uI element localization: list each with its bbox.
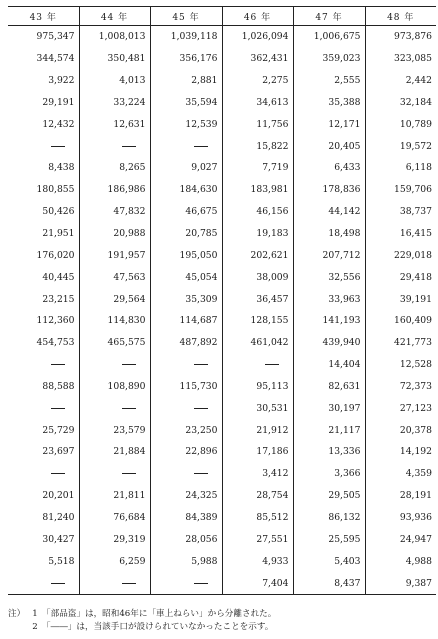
table-cell: 34,613	[222, 92, 293, 114]
table-row	[8, 92, 436, 114]
table-cell: 112,360	[36, 315, 75, 327]
table-cell: 25,729	[42, 424, 75, 436]
table-row	[8, 528, 436, 550]
table-cell: 176,020	[36, 249, 75, 261]
table-row	[8, 310, 436, 332]
table-cell	[150, 135, 222, 157]
not-applicable-dash	[194, 583, 208, 584]
table-cell	[8, 463, 79, 485]
table-cell: 39,191	[365, 288, 436, 310]
table-cell: 184,630	[150, 179, 222, 201]
table-cell: 33,963	[293, 288, 365, 310]
column-header: 47 年	[293, 7, 365, 26]
table-cell: 114,830	[79, 310, 150, 332]
table-cell: 17,186	[222, 441, 293, 463]
table-cell: 1,006,675	[293, 26, 365, 48]
not-applicable-dash	[122, 408, 136, 409]
column-header: 48 年	[365, 7, 436, 26]
table-cell: 207,712	[293, 244, 365, 266]
table-cell: 35,594	[150, 92, 222, 114]
table-cell: 23,697	[42, 446, 75, 458]
table-cell: 28,754	[222, 485, 293, 507]
table-body	[8, 26, 436, 595]
not-applicable-dash	[122, 146, 136, 147]
table-cell: 50,426	[42, 206, 75, 218]
table-cell: 128,155	[222, 310, 293, 332]
not-applicable-dash	[51, 408, 65, 409]
table-cell: 38,009	[222, 266, 293, 288]
table-cell: 12,631	[79, 113, 150, 135]
table-cell	[79, 135, 150, 157]
table-cell: 9,027	[150, 157, 222, 179]
table-cell	[79, 572, 150, 594]
table-cell: 20,378	[365, 419, 436, 441]
table-cell: 439,940	[293, 332, 365, 354]
table-row	[8, 26, 436, 48]
table-row	[8, 463, 436, 485]
table-cell: 14,404	[293, 354, 365, 376]
table-cell: 160,409	[365, 310, 436, 332]
table-row	[8, 70, 436, 92]
table-cell: 23,250	[150, 419, 222, 441]
table-cell: 85,512	[222, 507, 293, 529]
table-cell: 6,118	[365, 157, 436, 179]
table-cell: 7,719	[222, 157, 293, 179]
table-cell	[79, 463, 150, 485]
not-applicable-dash	[265, 364, 279, 365]
table-cell: 40,445	[42, 271, 75, 283]
table-cell	[8, 397, 79, 419]
table-cell: 183,981	[222, 179, 293, 201]
table-cell: 24,947	[365, 528, 436, 550]
table-cell: 76,684	[79, 507, 150, 529]
table-cell: 5,518	[48, 555, 75, 567]
table-cell: 30,197	[293, 397, 365, 419]
table-cell	[79, 354, 150, 376]
table-cell: 2,275	[222, 70, 293, 92]
not-applicable-dash	[51, 146, 65, 147]
table-cell: 229,018	[365, 244, 436, 266]
table-cell: 22,896	[150, 441, 222, 463]
table-cell: 1,026,094	[222, 26, 293, 48]
table-cell: 350,481	[79, 48, 150, 70]
table-cell: 29,191	[42, 96, 75, 108]
table-row	[8, 485, 436, 507]
table-cell	[150, 397, 222, 419]
table-cell: 47,563	[79, 266, 150, 288]
table-cell: 4,359	[365, 463, 436, 485]
table-row	[8, 332, 436, 354]
table-row	[8, 288, 436, 310]
not-applicable-dash	[194, 364, 208, 365]
table-cell: 81,240	[42, 511, 75, 523]
table-cell: 27,123	[365, 397, 436, 419]
table-cell: 2,881	[150, 70, 222, 92]
table-cell: 108,890	[79, 376, 150, 398]
table-cell: 20,988	[79, 223, 150, 245]
table-cell: 44,142	[293, 201, 365, 223]
table-cell: 19,183	[222, 223, 293, 245]
column-header: 45 年	[150, 7, 222, 26]
table-cell: 20,405	[293, 135, 365, 157]
table-cell: 11,756	[222, 113, 293, 135]
table-cell: 30,531	[222, 397, 293, 419]
table-row	[8, 157, 436, 179]
table-cell: 356,176	[150, 48, 222, 70]
column-header: 43 年	[8, 7, 79, 26]
table-cell	[222, 354, 293, 376]
table-cell: 21,951	[42, 228, 75, 240]
table-cell: 72,373	[365, 376, 436, 398]
table-cell	[8, 354, 79, 376]
table-cell: 4,988	[365, 550, 436, 572]
table-cell: 29,505	[293, 485, 365, 507]
table-cell: 5,988	[150, 550, 222, 572]
table-cell: 1,008,013	[79, 26, 150, 48]
table-cell: 178,836	[293, 179, 365, 201]
table-cell: 23,215	[42, 293, 75, 305]
table-cell: 2,555	[293, 70, 365, 92]
not-applicable-dash	[194, 408, 208, 409]
table-cell: 8,438	[48, 162, 75, 174]
table-cell: 180,855	[36, 184, 75, 196]
table-cell: 18,498	[293, 223, 365, 245]
not-applicable-dash	[194, 473, 208, 474]
table-cell: 46,675	[150, 201, 222, 223]
table-cell: 7,404	[222, 572, 293, 594]
table-cell: 82,631	[293, 376, 365, 398]
not-applicable-dash	[51, 364, 65, 365]
table-cell	[150, 572, 222, 594]
table-cell: 454,753	[36, 337, 75, 349]
table-cell: 4,933	[222, 550, 293, 572]
table-row	[8, 266, 436, 288]
table-cell: 3,366	[293, 463, 365, 485]
table-cell: 461,042	[222, 332, 293, 354]
table-cell: 15,822	[222, 135, 293, 157]
table-cell: 33,224	[79, 92, 150, 114]
table-cell: 323,085	[365, 48, 436, 70]
table-cell: 36,457	[222, 288, 293, 310]
table-cell: 4,013	[79, 70, 150, 92]
table-cell: 487,892	[150, 332, 222, 354]
table-row	[8, 179, 436, 201]
table-cell: 47,832	[79, 201, 150, 223]
table-cell: 35,388	[293, 92, 365, 114]
table-cell: 24,325	[150, 485, 222, 507]
table-cell	[150, 354, 222, 376]
table-cell: 191,957	[79, 244, 150, 266]
table-cell: 8,265	[79, 157, 150, 179]
table-cell: 975,347	[36, 31, 75, 43]
table-cell: 19,572	[365, 135, 436, 157]
table-cell: 28,191	[365, 485, 436, 507]
footnote-text: 「――」は，当該手口が設けられていなかったことを示す。	[42, 622, 274, 632]
table-cell: 1,039,118	[150, 26, 222, 48]
table-cell: 20,785	[150, 223, 222, 245]
footnote-text: 「部品盗」は，昭和46年に「車上ねらい」から分離された。	[42, 609, 277, 619]
table-cell: 3,412	[222, 463, 293, 485]
table-cell: 23,579	[79, 419, 150, 441]
footnote-1	[8, 608, 436, 621]
table-cell: 32,184	[365, 92, 436, 114]
table-cell: 45,054	[150, 266, 222, 288]
table-cell: 46,156	[222, 201, 293, 223]
table-cell: 27,551	[222, 528, 293, 550]
table-cell: 21,884	[79, 441, 150, 463]
table-cell: 6,259	[79, 550, 150, 572]
not-applicable-dash	[51, 583, 65, 584]
table-cell: 8,437	[293, 572, 365, 594]
table-cell: 115,730	[150, 376, 222, 398]
footnotes	[8, 608, 436, 634]
table-cell: 195,050	[150, 244, 222, 266]
header-row	[8, 7, 436, 26]
not-applicable-dash	[122, 473, 136, 474]
table-cell: 6,433	[293, 157, 365, 179]
table-row	[8, 572, 436, 594]
footnote-label: 注）	[8, 609, 26, 619]
table-row	[8, 376, 436, 398]
table-cell: 14,192	[365, 441, 436, 463]
table-cell	[150, 463, 222, 485]
table-cell: 12,171	[293, 113, 365, 135]
table-cell: 141,193	[293, 310, 365, 332]
table-cell: 12,528	[365, 354, 436, 376]
table-row	[8, 135, 436, 157]
table-cell: 202,621	[222, 244, 293, 266]
table-row	[8, 397, 436, 419]
not-applicable-dash	[122, 583, 136, 584]
not-applicable-dash	[51, 473, 65, 474]
table-cell: 3,922	[48, 75, 75, 87]
table-cell: 114,687	[150, 310, 222, 332]
table-cell: 9,387	[365, 572, 436, 594]
table-cell: 421,773	[365, 332, 436, 354]
table-cell: 29,564	[79, 288, 150, 310]
table-cell	[8, 572, 79, 594]
table-cell: 30,427	[42, 533, 75, 545]
table-cell: 21,912	[222, 419, 293, 441]
table-cell: 186,986	[79, 179, 150, 201]
table-cell: 5,403	[293, 550, 365, 572]
column-header: 44 年	[79, 7, 150, 26]
table-row	[8, 113, 436, 135]
table-cell: 84,389	[150, 507, 222, 529]
table-cell: 159,706	[365, 179, 436, 201]
table-row	[8, 48, 436, 70]
footnote-2	[8, 621, 436, 634]
table-cell: 21,811	[79, 485, 150, 507]
table-cell: 13,336	[293, 441, 365, 463]
table-row	[8, 201, 436, 223]
table-cell: 35,309	[150, 288, 222, 310]
table-cell: 362,431	[222, 48, 293, 70]
table-cell: 465,575	[79, 332, 150, 354]
table-row	[8, 223, 436, 245]
table-cell: 973,876	[365, 26, 436, 48]
table-row	[8, 550, 436, 572]
table-row	[8, 354, 436, 376]
table-cell: 21,117	[293, 419, 365, 441]
table-cell: 32,556	[293, 266, 365, 288]
table-cell: 95,113	[222, 376, 293, 398]
table-cell: 10,789	[365, 113, 436, 135]
column-header: 46 年	[222, 7, 293, 26]
yearly-statistics-table	[8, 6, 436, 595]
table-row	[8, 507, 436, 529]
table-row	[8, 244, 436, 266]
table-cell	[79, 397, 150, 419]
table-cell: 25,595	[293, 528, 365, 550]
table-row	[8, 419, 436, 441]
table-cell: 38,737	[365, 201, 436, 223]
table-cell: 359,023	[293, 48, 365, 70]
table-cell: 20,201	[42, 490, 75, 502]
table-cell: 28,056	[150, 528, 222, 550]
not-applicable-dash	[194, 146, 208, 147]
not-applicable-dash	[122, 364, 136, 365]
table-row	[8, 441, 436, 463]
footnote-number: 1	[32, 609, 38, 619]
table-cell: 29,418	[365, 266, 436, 288]
table-cell: 344,574	[36, 53, 75, 65]
table-cell: 86,132	[293, 507, 365, 529]
table-cell: 93,936	[365, 507, 436, 529]
table-cell	[8, 135, 79, 157]
table-cell: 12,432	[42, 118, 75, 130]
table-cell: 88,588	[42, 380, 75, 392]
table-cell: 12,539	[150, 113, 222, 135]
footnote-number: 2	[32, 622, 38, 632]
table-cell: 29,319	[79, 528, 150, 550]
table-cell: 2,442	[365, 70, 436, 92]
table-cell: 16,415	[365, 223, 436, 245]
